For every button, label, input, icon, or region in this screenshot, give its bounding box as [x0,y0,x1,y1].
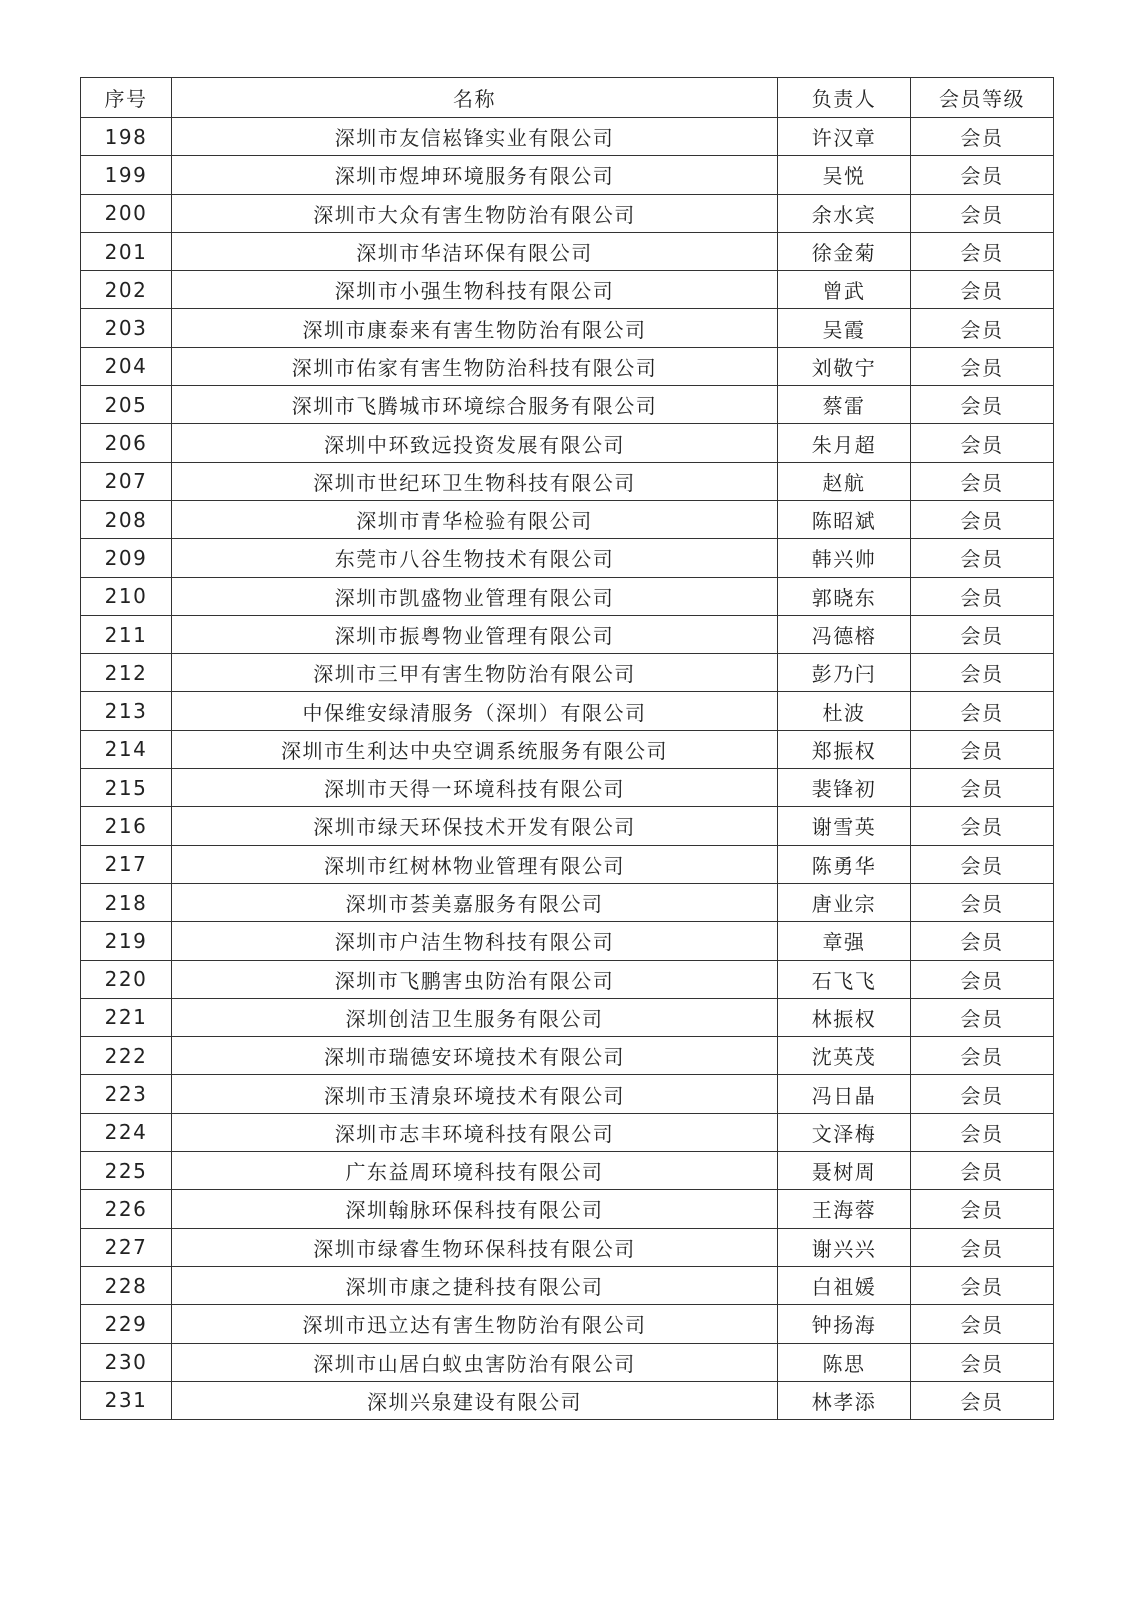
cell-level: 会员 [911,615,1054,653]
cell-person: 郭晓东 [778,577,911,615]
cell-name: 深圳市迅立达有害生物防治有限公司 [172,1305,778,1343]
cell-name: 深圳兴泉建设有限公司 [172,1381,778,1419]
cell-name: 深圳市飞腾城市环境综合服务有限公司 [172,386,778,424]
cell-no: 218 [81,883,172,921]
cell-level: 会员 [911,1152,1054,1190]
cell-level: 会员 [911,156,1054,194]
cell-no: 219 [81,922,172,960]
cell-person: 蔡雷 [778,386,911,424]
cell-no: 208 [81,500,172,538]
cell-name: 深圳市佑家有害生物防治科技有限公司 [172,347,778,385]
table-row [81,500,1054,538]
cell-no: 228 [81,1266,172,1304]
cell-level: 会员 [911,539,1054,577]
cell-name: 深圳市华洁环保有限公司 [172,232,778,270]
table-row [81,1113,1054,1151]
table-header [81,78,1054,118]
cell-no: 221 [81,998,172,1036]
cell-level: 会员 [911,577,1054,615]
cell-person: 林振权 [778,998,911,1036]
cell-person: 唐业宗 [778,883,911,921]
cell-name: 深圳市玉清泉环境技术有限公司 [172,1075,778,1113]
cell-level: 会员 [911,1190,1054,1228]
cell-level: 会员 [911,1228,1054,1266]
cell-level: 会员 [911,807,1054,845]
table-row [81,1228,1054,1266]
table-body [81,118,1054,1420]
cell-level: 会员 [911,424,1054,462]
cell-person: 吴霞 [778,309,911,347]
cell-person: 吴悦 [778,156,911,194]
cell-name: 广东益周环境科技有限公司 [172,1152,778,1190]
table-row [81,1343,1054,1381]
cell-name: 深圳翰脉环保科技有限公司 [172,1190,778,1228]
header-person: 负责人 [778,78,911,118]
cell-name: 深圳市绿睿生物环保科技有限公司 [172,1228,778,1266]
cell-no: 230 [81,1343,172,1381]
cell-level: 会员 [911,845,1054,883]
table-row [81,1381,1054,1419]
cell-no: 206 [81,424,172,462]
cell-person: 杜波 [778,692,911,730]
table-row [81,807,1054,845]
cell-name: 深圳市友信崧锋实业有限公司 [172,118,778,156]
cell-name: 深圳市生利达中央空调系统服务有限公司 [172,730,778,768]
cell-no: 199 [81,156,172,194]
cell-name: 深圳市小强生物科技有限公司 [172,271,778,309]
cell-name: 深圳市红树林物业管理有限公司 [172,845,778,883]
cell-name: 深圳市天得一环境科技有限公司 [172,769,778,807]
cell-no: 225 [81,1152,172,1190]
cell-name: 深圳市康之捷科技有限公司 [172,1266,778,1304]
cell-name: 中保维安绿清服务（深圳）有限公司 [172,692,778,730]
cell-no: 200 [81,194,172,232]
table-row [81,1266,1054,1304]
header-name: 名称 [172,78,778,118]
cell-level: 会员 [911,922,1054,960]
cell-person: 朱月超 [778,424,911,462]
cell-person: 许汉章 [778,118,911,156]
cell-level: 会员 [911,1113,1054,1151]
cell-person: 彭乃闩 [778,654,911,692]
cell-name: 深圳市荟美嘉服务有限公司 [172,883,778,921]
table-row [81,271,1054,309]
cell-person: 刘敬宁 [778,347,911,385]
cell-no: 205 [81,386,172,424]
table-row [81,462,1054,500]
cell-person: 冯德榕 [778,615,911,653]
cell-person: 林孝添 [778,1381,911,1419]
cell-person: 赵航 [778,462,911,500]
cell-level: 会员 [911,998,1054,1036]
cell-person: 裴锋初 [778,769,911,807]
cell-level: 会员 [911,1343,1054,1381]
cell-level: 会员 [911,1037,1054,1075]
cell-name: 深圳创洁卫生服务有限公司 [172,998,778,1036]
cell-level: 会员 [911,1266,1054,1304]
header-level: 会员等级 [911,78,1054,118]
cell-no: 211 [81,615,172,653]
cell-level: 会员 [911,386,1054,424]
table-row [81,1305,1054,1343]
cell-person: 聂树周 [778,1152,911,1190]
cell-no: 203 [81,309,172,347]
cell-level: 会员 [911,730,1054,768]
table-row [81,232,1054,270]
cell-person: 陈思 [778,1343,911,1381]
table-row [81,194,1054,232]
cell-no: 204 [81,347,172,385]
cell-level: 会员 [911,960,1054,998]
table-row [81,1190,1054,1228]
cell-person: 章强 [778,922,911,960]
table-row [81,1152,1054,1190]
table-row [81,845,1054,883]
table-row [81,577,1054,615]
table-row [81,615,1054,653]
cell-level: 会员 [911,769,1054,807]
cell-name: 深圳市康泰来有害生物防治有限公司 [172,309,778,347]
cell-no: 207 [81,462,172,500]
cell-level: 会员 [911,654,1054,692]
table-row [81,922,1054,960]
table-row [81,1075,1054,1113]
cell-level: 会员 [911,1381,1054,1419]
cell-no: 213 [81,692,172,730]
table-row [81,730,1054,768]
cell-person: 谢兴兴 [778,1228,911,1266]
cell-level: 会员 [911,347,1054,385]
cell-level: 会员 [911,232,1054,270]
cell-person: 曾武 [778,271,911,309]
cell-person: 沈英茂 [778,1037,911,1075]
cell-name: 深圳中环致远投资发展有限公司 [172,424,778,462]
cell-no: 229 [81,1305,172,1343]
cell-person: 徐金菊 [778,232,911,270]
cell-person: 谢雪英 [778,807,911,845]
cell-level: 会员 [911,500,1054,538]
table-row [81,118,1054,156]
table-row [81,654,1054,692]
header-row [81,78,1054,118]
cell-no: 222 [81,1037,172,1075]
cell-name: 深圳市志丰环境科技有限公司 [172,1113,778,1151]
cell-name: 深圳市三甲有害生物防治有限公司 [172,654,778,692]
cell-no: 198 [81,118,172,156]
cell-no: 223 [81,1075,172,1113]
cell-no: 214 [81,730,172,768]
table-row [81,998,1054,1036]
cell-no: 217 [81,845,172,883]
cell-level: 会员 [911,118,1054,156]
cell-no: 212 [81,654,172,692]
cell-name: 深圳市绿天环保技术开发有限公司 [172,807,778,845]
cell-name: 深圳市户洁生物科技有限公司 [172,922,778,960]
cell-no: 216 [81,807,172,845]
cell-level: 会员 [911,462,1054,500]
cell-level: 会员 [911,194,1054,232]
table-row [81,769,1054,807]
cell-name: 深圳市飞鹏害虫防治有限公司 [172,960,778,998]
cell-name: 深圳市凯盛物业管理有限公司 [172,577,778,615]
cell-no: 210 [81,577,172,615]
cell-no: 202 [81,271,172,309]
cell-no: 226 [81,1190,172,1228]
cell-person: 韩兴帅 [778,539,911,577]
table-row [81,309,1054,347]
table-row [81,883,1054,921]
cell-name: 深圳市煜坤环境服务有限公司 [172,156,778,194]
cell-no: 201 [81,232,172,270]
cell-level: 会员 [911,692,1054,730]
member-table [80,77,1054,1420]
cell-name: 深圳市山居白蚁虫害防治有限公司 [172,1343,778,1381]
cell-name: 深圳市青华检验有限公司 [172,500,778,538]
cell-no: 224 [81,1113,172,1151]
table-row [81,156,1054,194]
cell-person: 余水宾 [778,194,911,232]
cell-no: 209 [81,539,172,577]
cell-person: 石飞飞 [778,960,911,998]
cell-no: 215 [81,769,172,807]
cell-no: 220 [81,960,172,998]
header-no: 序号 [81,78,172,118]
table-row [81,424,1054,462]
cell-person: 王海蓉 [778,1190,911,1228]
cell-level: 会员 [911,309,1054,347]
cell-level: 会员 [911,1075,1054,1113]
cell-level: 会员 [911,883,1054,921]
table-row [81,1037,1054,1075]
cell-person: 冯日晶 [778,1075,911,1113]
cell-name: 深圳市瑞德安环境技术有限公司 [172,1037,778,1075]
table-row [81,539,1054,577]
cell-no: 231 [81,1381,172,1419]
cell-person: 白祖媛 [778,1266,911,1304]
table-row [81,347,1054,385]
cell-person: 陈勇华 [778,845,911,883]
cell-person: 文泽梅 [778,1113,911,1151]
table-row [81,386,1054,424]
cell-level: 会员 [911,271,1054,309]
table-row [81,692,1054,730]
cell-name: 深圳市大众有害生物防治有限公司 [172,194,778,232]
cell-name: 东莞市八谷生物技术有限公司 [172,539,778,577]
cell-person: 郑振权 [778,730,911,768]
cell-level: 会员 [911,1305,1054,1343]
cell-person: 陈昭斌 [778,500,911,538]
cell-no: 227 [81,1228,172,1266]
cell-person: 钟扬海 [778,1305,911,1343]
cell-name: 深圳市世纪环卫生物科技有限公司 [172,462,778,500]
table-row [81,960,1054,998]
cell-name: 深圳市振粤物业管理有限公司 [172,615,778,653]
